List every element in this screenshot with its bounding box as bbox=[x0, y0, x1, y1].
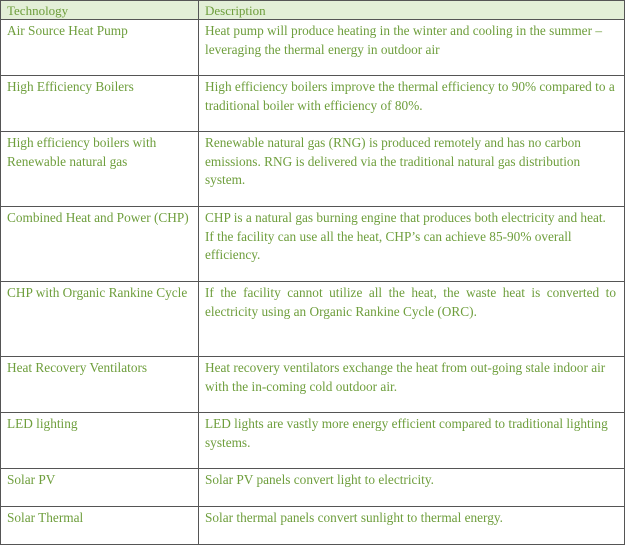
technology-cell: Air Source Heat Pump bbox=[1, 20, 199, 76]
description-cell: Solar PV panels convert light to electricity. bbox=[199, 469, 625, 507]
table-row bbox=[1, 357, 625, 413]
header-technology: Technology bbox=[1, 1, 199, 20]
technology-cell: CHP with Organic Rankine Cycle bbox=[1, 282, 199, 357]
technology-cell: Combined Heat and Power (CHP) bbox=[1, 207, 199, 282]
description-cell: If the facility cannot utilize all the heat, the waste heat is converted to electricity using an Organic Rankine Cycle (ORC). bbox=[199, 282, 625, 357]
table-row bbox=[1, 76, 625, 132]
table-row bbox=[1, 207, 625, 282]
table-row bbox=[1, 469, 625, 507]
description-cell: Solar thermal panels convert sunlight to thermal energy. bbox=[199, 507, 625, 545]
header-description: Description bbox=[199, 1, 625, 20]
technology-cell: Heat Recovery Ventilators bbox=[1, 357, 199, 413]
table-row bbox=[1, 507, 625, 545]
description-cell: Heat pump will produce heating in the winter and cooling in the summer – leveraging the thermal energy in outdoor air bbox=[199, 20, 625, 76]
table-row bbox=[1, 282, 625, 357]
technology-cell: LED lighting bbox=[1, 413, 199, 469]
table-row bbox=[1, 132, 625, 207]
table-row bbox=[1, 20, 625, 76]
table-row bbox=[1, 413, 625, 469]
description-cell: Renewable natural gas (RNG) is produced remotely and has no carbon emissions. RNG is delivered via the traditional natural gas distribution system. bbox=[199, 132, 625, 207]
technology-cell: High Efficiency Boilers bbox=[1, 76, 199, 132]
description-cell: High efficiency boilers improve the thermal efficiency to 90% compared to a traditional boiler with efficiency of 80%. bbox=[199, 76, 625, 132]
technology-cell: Solar Thermal bbox=[1, 507, 199, 545]
description-cell: Heat recovery ventilators exchange the heat from out-going stale indoor air with the in-coming cold outdoor air. bbox=[199, 357, 625, 413]
description-cell: LED lights are vastly more energy efficient compared to traditional lighting systems. bbox=[199, 413, 625, 469]
description-cell: CHP is a natural gas burning engine that produces both electricity and heat. If the facility can use all the heat, CHP’s can achieve 85-90% overall efficiency. bbox=[199, 207, 625, 282]
technology-cell: High efficiency boilers with Renewable natural gas bbox=[1, 132, 199, 207]
table-header-row bbox=[1, 1, 625, 20]
technology-cell: Solar PV bbox=[1, 469, 199, 507]
